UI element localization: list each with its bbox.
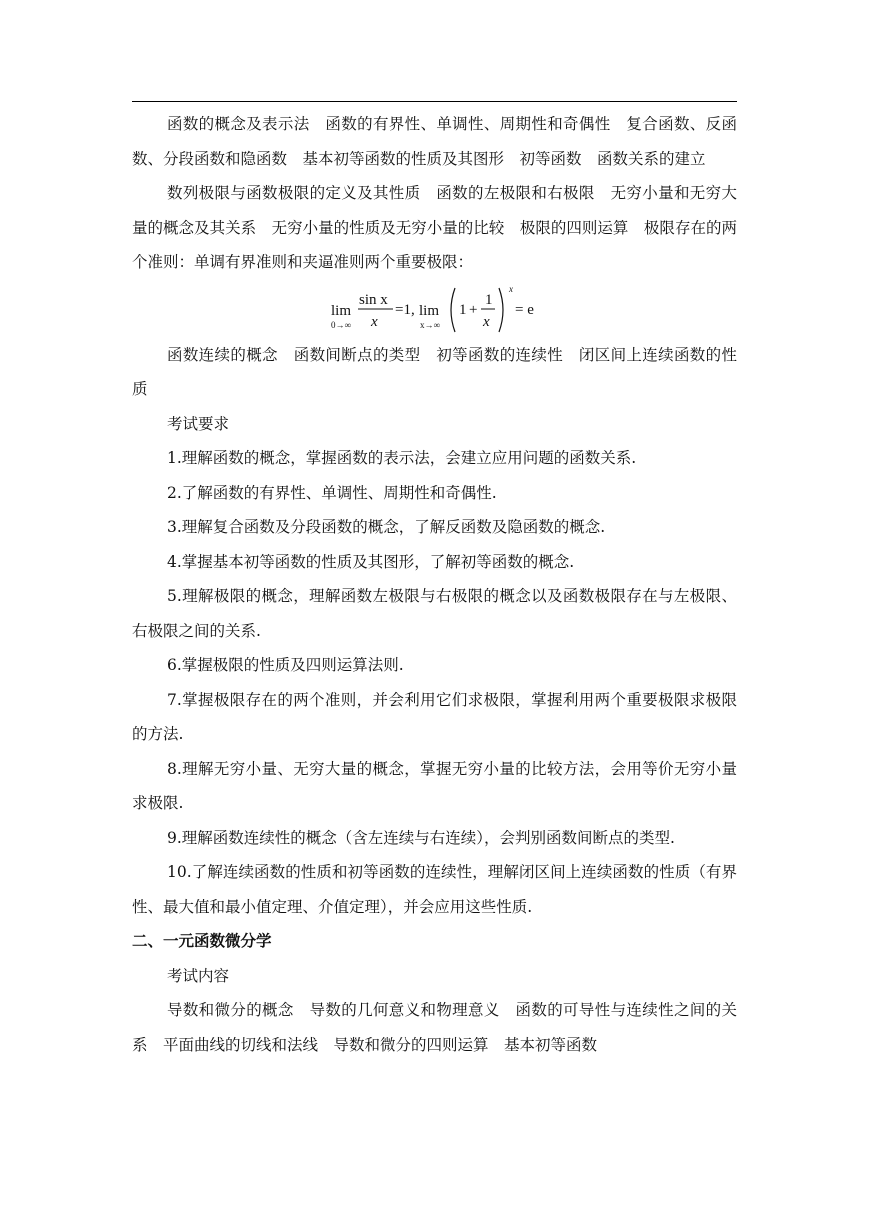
equals-e: = e	[514, 301, 534, 318]
important-limits-formula	[132, 282, 737, 338]
lim-1-sub: 0→∞	[330, 319, 351, 330]
lim-2: lim	[418, 302, 439, 319]
equals-1: =1,	[394, 301, 415, 318]
requirement-item: 4.掌握基本初等函数的性质及其图形，了解初等函数的概念.	[167, 552, 575, 571]
formula-svg	[325, 282, 545, 338]
requirement-item: 2.了解函数的有界性、单调性、周期性和奇偶性.	[167, 483, 497, 502]
document-body	[132, 107, 737, 1062]
paragraph-derivative-topics: 导数和微分的概念 导数的几何意义和物理意义 函数的可导性与连续性之间的关系 平面曲线的切线和法线 导数和微分的四则运算 基本初等函数	[132, 1001, 737, 1054]
exponent: x	[508, 283, 513, 294]
fraction-1-num: sin x	[358, 291, 388, 308]
fraction-2-num: 1	[484, 291, 492, 308]
lim-1: lim	[330, 302, 351, 319]
requirement-item: 10.了解连续函数的性质和初等函数的连续性，理解闭区间上连续函数的性质（有界性、最大值和最小值定理、介值定理），并会应用这些性质.	[132, 863, 737, 916]
requirement-item: 8.理解无穷小量、无穷大量的概念，掌握无穷小量的比较方法，会用等价无穷小量求极限.	[132, 759, 737, 812]
requirement-item: 1.理解函数的概念，掌握函数的表示法，会建立应用问题的函数关系.	[167, 449, 637, 467]
fraction-1-den: x	[370, 313, 378, 330]
requirement-item: 3.理解复合函数及分段函数的概念，了解反函数及隐函数的概念.	[167, 518, 606, 536]
fraction-2-den: x	[482, 313, 490, 330]
left-paren	[451, 288, 455, 332]
section-heading: 二、一元函数微分学	[132, 932, 272, 950]
paragraph-limit-topics: 数列极限与函数极限的定义及其性质 函数的左极限和右极限 无穷小量和无穷大量的概念及其关系 无穷小量的性质及无穷小量的比较 极限的四则运算 极限存在的两个准则：单调有界准则和夹逼准则两个重要极限：	[132, 184, 737, 271]
one: 1	[458, 301, 466, 318]
paragraph-continuity-topics: 函数连续的概念 函数间断点的类型 初等函数的连续性 闭区间上连续函数的性质	[132, 345, 737, 398]
lim-2-sub: x→∞	[419, 319, 440, 330]
requirement-item: 6.掌握极限的性质及四则运算法则.	[167, 656, 404, 674]
exam-requirements-label: 考试要求	[167, 414, 230, 433]
header-rule	[132, 101, 737, 102]
requirement-item: 5.理解极限的概念，理解函数左极限与右极限的概念以及函数极限存在与左极限、右极限之间的关系.	[132, 587, 737, 640]
plus-sign: +	[468, 301, 477, 318]
right-paren	[499, 288, 503, 332]
paragraph-function-topics: 函数的概念及表示法 函数的有界性、单调性、周期性和奇偶性 复合函数、反函数、分段函数和隐函数 基本初等函数的性质及其图形 初等函数 函数关系的建立	[132, 115, 737, 168]
requirement-item: 7.掌握极限存在的两个准则，并会利用它们求极限，掌握利用两个重要极限求极限的方法.	[132, 690, 737, 743]
requirement-item: 9.理解函数连续性的概念（含左连续与右连续），会判别函数间断点的类型.	[167, 828, 675, 847]
exam-content-label: 考试内容	[167, 966, 230, 985]
